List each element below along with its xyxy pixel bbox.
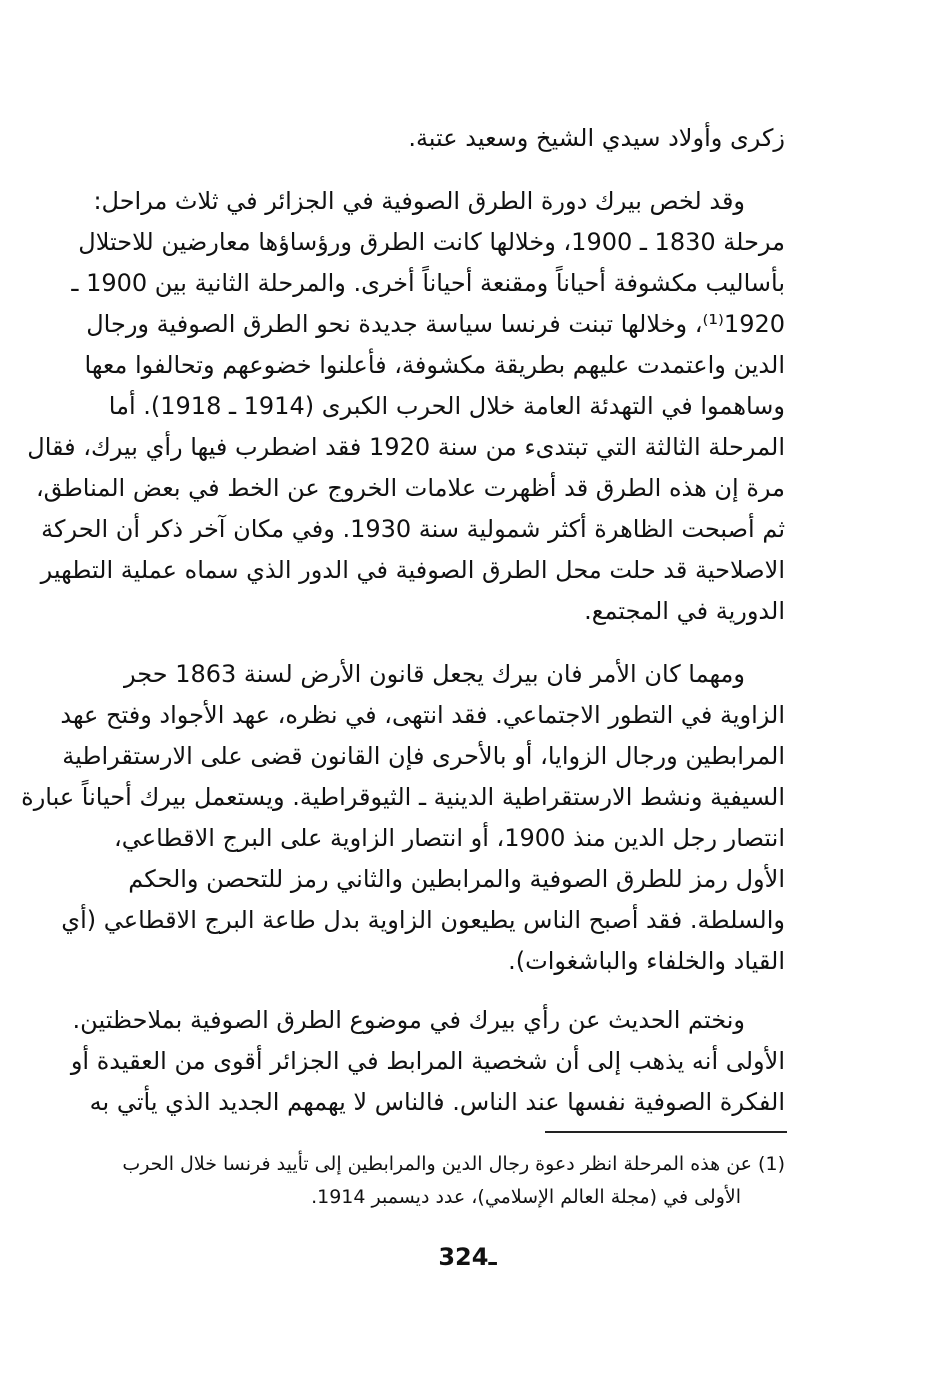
text-line: المرحلة الثالثة التي تبتدىء من سنة 1920 فقد اضطرب فيها رأي بيرك، فقال	[27, 433, 785, 461]
text-line: زكرى وأولاد سيدي الشيخ وسعيد عتبة.	[408, 124, 785, 152]
text-line: الدين واعتمدت عليهم بطريقة مكشوفة، فأعلنوا خضوعهم وتحالفوا معها	[84, 351, 785, 379]
text-line: والسلطة. فقد أصبح الناس يطيعون الزاوية بدل طاعة البرج الاقطاعي (أي	[61, 906, 785, 934]
text-line: الأولى أنه يذهب إلى أن شخصية المرابط في الجزائر أقوى من العقيدة أو	[70, 1047, 785, 1075]
text-line: بأساليب مكشوفة أحياناً ومقنعة أحياناً أخرى. والمرحلة الثانية بين 1900 ـ	[71, 269, 785, 297]
text-line: المرابطين ورجال الزوايا، أو بالأحرى فإن القانون قضى على الارستقراطية	[62, 742, 785, 770]
text-line: ومهما كان الأمر فان بيرك يجعل قانون الأرض لسنة 1863 حجر	[123, 660, 745, 688]
text-line: السيفية ونشط الارستقراطية الدينية ـ الثيوقراطية. ويستعمل بيرك أحياناً عبارة	[21, 783, 785, 811]
text-line: الفكرة الصوفية نفسها عند الناس. فالناس لا يهمهم الجديد الذي يأتي به	[89, 1088, 785, 1116]
text-line: وساهموا في التهدئة العامة خلال الحرب الكبرى (1914 ـ 1918). أما	[108, 392, 785, 420]
text-line: 1920⁽¹⁾، وخلالها تبنت فرنسا سياسة جديدة نحو الطرق الصوفية ورجال	[86, 310, 785, 338]
text-line: القياد والخلفاء والباشغوات).	[508, 947, 785, 975]
footnote-line: (1) عن هذه المرحلة انظر دعوة رجال الدين والمرابطين إلى تأييد فرنسا خلال الحرب	[122, 1153, 785, 1175]
text-line: انتصار رجل الدين منذ 1900، أو انتصار الزاوية على البرج الاقطاعي،	[114, 824, 785, 852]
text-line: مرحلة 1830 ـ 1900، وخلالها كانت الطرق ورؤساؤها معارضين للاحتلال	[78, 228, 785, 256]
text-line: الزاوية في التطور الاجتماعي. فقد انتهى، في نظره، عهد الأجواد وفتح عهد	[60, 701, 785, 729]
text-line: الدورية في المجتمع.	[584, 597, 785, 625]
footnote-line: الأولى في (مجلة العالم الإسلامي)، عدد ديسمبر 1914.	[311, 1186, 741, 1208]
text-line: الاصلاحية قد حلت محل الطرق الصوفية في الدور الذي سماه عملية التطهير	[40, 556, 785, 584]
page-number: 324ـ	[438, 1243, 497, 1271]
text-line: الأول رمز للطرق الصوفية والمرابطين والثاني رمز للتحصن والحكم	[128, 865, 785, 893]
footnote-separator	[545, 1131, 787, 1133]
text-line: ثم أصبحت الظاهرة أكثر شمولية سنة 1930. وفي مكان آخر ذكر أن الحركة	[41, 515, 785, 543]
text-line: ونختم الحديث عن رأي بيرك في موضوع الطرق الصوفية بملاحظتين.	[72, 1006, 745, 1034]
text-line: وقد لخص بيرك دورة الطرق الصوفية في الجزائر في ثلاث مراحل:	[93, 187, 745, 215]
text-line: مرة إن هذه الطرق قد أظهرت علامات الخروج عن الخط في بعض المناطق،	[35, 474, 785, 502]
